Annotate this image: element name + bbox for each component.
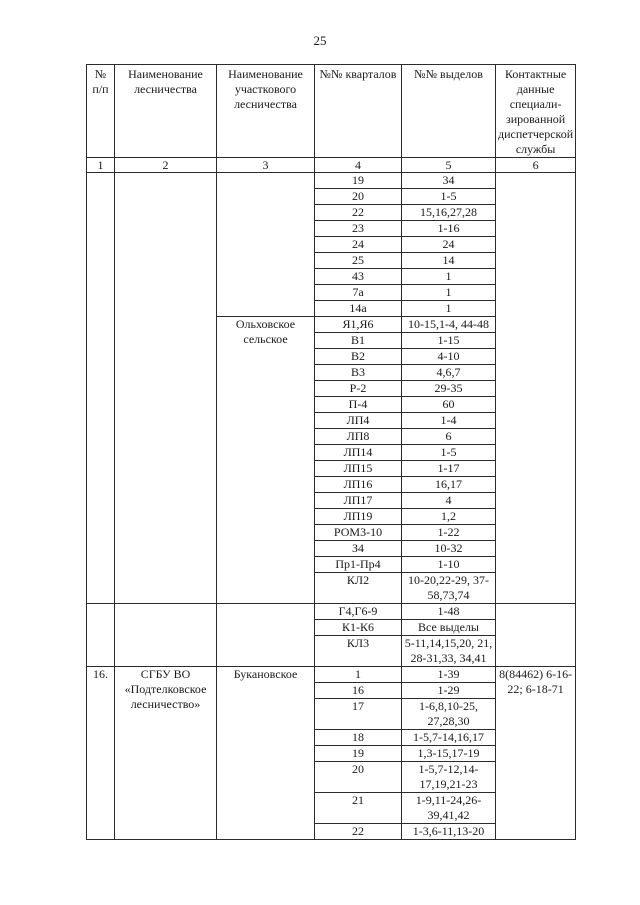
quarter-cell: 18 (315, 730, 402, 746)
allotment-cell: 14 (402, 253, 496, 269)
allotment-cell: 10-15,1-4, 44-48 (402, 317, 496, 333)
quarter-cell: ЛП4 (315, 413, 402, 429)
table-row (87, 667, 576, 683)
allotment-cell: 1 (402, 285, 496, 301)
allotment-cell: 1-39 (402, 667, 496, 683)
col-number: 2 (115, 158, 217, 173)
allotment-cell: 6 (402, 429, 496, 445)
quarter-cell: 22 (315, 205, 402, 221)
quarter-cell: В2 (315, 349, 402, 365)
allotment-cell: 1 (402, 301, 496, 317)
allotment-cell: 10-32 (402, 541, 496, 557)
allotment-cell: 1-4 (402, 413, 496, 429)
col-number: 3 (217, 158, 315, 173)
quarter-cell: 19 (315, 173, 402, 189)
quarter-cell: РОМ3-10 (315, 525, 402, 541)
allotment-cell: 29-35 (402, 381, 496, 397)
quarter-cell: П-4 (315, 397, 402, 413)
allotment-cell: 1-29 (402, 683, 496, 699)
district-bukanovskoe: Букановское (217, 667, 315, 840)
quarter-cell: ЛП17 (315, 493, 402, 509)
quarter-cell: 20 (315, 762, 402, 793)
contact-info: 8(84462) 6-16-22; 6-18-71 (496, 667, 576, 840)
allotment-cell: 5-11,14,15,20, 21, 28-31,33, 34,41 (402, 636, 496, 667)
forestry-name: СГБУ ВО «Подтелковское лесничество» (115, 667, 217, 840)
allotment-cell: 1-22 (402, 525, 496, 541)
allotment-cell: 1-5 (402, 445, 496, 461)
header-forestry: Наименование лесничества (115, 65, 217, 158)
quarter-cell: 7а (315, 285, 402, 301)
quarter-cell: Р-2 (315, 381, 402, 397)
quarter-cell: ЛП19 (315, 509, 402, 525)
table-row (87, 604, 576, 620)
quarter-cell: 23 (315, 221, 402, 237)
allotment-cell: 1-10 (402, 557, 496, 573)
quarter-cell: 17 (315, 699, 402, 730)
quarter-cell: ЛП14 (315, 445, 402, 461)
quarter-cell: Г4,Г6-9 (315, 604, 402, 620)
col-number: 5 (402, 158, 496, 173)
allotment-cell: 24 (402, 237, 496, 253)
allotment-cell: 4 (402, 493, 496, 509)
quarter-cell: ЛП15 (315, 461, 402, 477)
quarter-cell: Я1,Я6 (315, 317, 402, 333)
quarter-cell: 22 (315, 824, 402, 840)
header-allotments: №№ выделов (402, 65, 496, 158)
allotment-cell: 1,2 (402, 509, 496, 525)
quarter-cell: 16 (315, 683, 402, 699)
allotment-cell: 1-17 (402, 461, 496, 477)
empty-cell (496, 604, 576, 667)
forestry-table (86, 64, 576, 840)
allotment-cell: 1-5,7-12,14-17,19,21-23 (402, 762, 496, 793)
allotment-cell: 1-5,7-14,16,17 (402, 730, 496, 746)
header-num: № п/п (87, 65, 115, 158)
quarter-cell: 20 (315, 189, 402, 205)
quarter-cell: 1 (315, 667, 402, 683)
quarter-cell: В3 (315, 365, 402, 381)
col-number: 4 (315, 158, 402, 173)
allotment-cell: 1-3,6-11,13-20 (402, 824, 496, 840)
page-number: 25 (313, 33, 327, 48)
header-quarters: №№ кварталов (315, 65, 402, 158)
header-row (87, 65, 576, 158)
allotment-cell: Все выделы (402, 620, 496, 636)
allotment-cell: 1-5 (402, 189, 496, 205)
allotment-cell: 34 (402, 173, 496, 189)
district-olkhovskoe: Ольховское сельское (217, 317, 315, 604)
empty-cell (115, 604, 217, 667)
header-contacts: Контактные данные специали-зированной диспетчерской службы (496, 65, 576, 158)
table-row (87, 173, 576, 189)
allotment-cell: 4,6,7 (402, 365, 496, 381)
empty-cell (87, 173, 115, 604)
quarter-cell: 43 (315, 269, 402, 285)
quarter-cell: 24 (315, 237, 402, 253)
quarter-cell: Пр1-Пр4 (315, 557, 402, 573)
quarter-cell: КЛ2 (315, 573, 402, 604)
entry-number: 16. (87, 667, 115, 840)
allotment-cell: 15,16,27,28 (402, 205, 496, 221)
allotment-cell: 60 (402, 397, 496, 413)
header-district: Наименование участкового лесничества (217, 65, 315, 158)
allotment-cell: 16,17 (402, 477, 496, 493)
allotment-cell: 1-9,11-24,26-39,41,42 (402, 793, 496, 824)
quarter-cell: 14а (315, 301, 402, 317)
quarter-cell: В1 (315, 333, 402, 349)
quarter-cell: 19 (315, 746, 402, 762)
header-number-row (87, 158, 576, 173)
allotment-cell: 1-48 (402, 604, 496, 620)
col-number: 1 (87, 158, 115, 173)
col-number: 6 (496, 158, 576, 173)
allotment-cell: 1 (402, 269, 496, 285)
empty-cell (115, 173, 217, 604)
quarter-cell: К1-К6 (315, 620, 402, 636)
quarter-cell: 21 (315, 793, 402, 824)
quarter-cell: ЛП16 (315, 477, 402, 493)
quarter-cell: З4 (315, 541, 402, 557)
allotment-cell: 1-15 (402, 333, 496, 349)
quarter-cell: КЛ3 (315, 636, 402, 667)
allotment-cell: 1-16 (402, 221, 496, 237)
empty-cell (87, 604, 115, 667)
allotment-cell: 1,3-15,17-19 (402, 746, 496, 762)
quarter-cell: 25 (315, 253, 402, 269)
allotment-cell: 4-10 (402, 349, 496, 365)
allotment-cell: 1-6,8,10-25, 27,28,30 (402, 699, 496, 730)
empty-cell (217, 173, 315, 317)
empty-cell (496, 173, 576, 604)
empty-cell (217, 604, 315, 667)
allotment-cell: 10-20,22-29, 37-58,73,74 (402, 573, 496, 604)
quarter-cell: ЛП8 (315, 429, 402, 445)
